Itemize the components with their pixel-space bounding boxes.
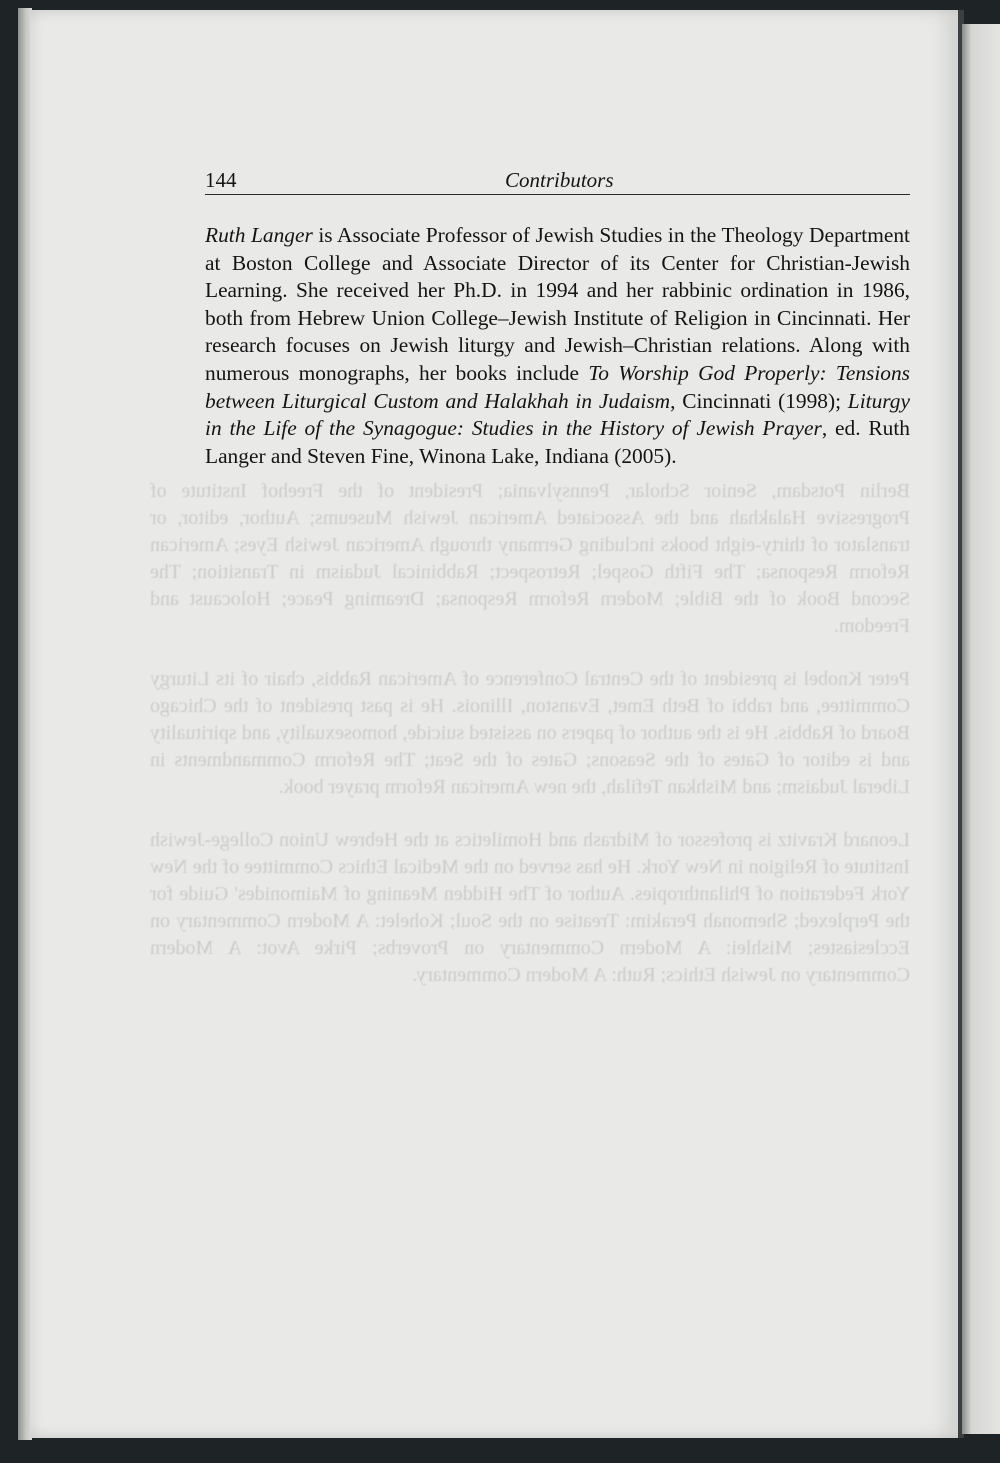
entry-text-2: , Cincinnati (1998); [670,388,848,413]
page-header [205,168,910,195]
contributor-name: Ruth Langer [205,223,313,247]
page-number: 144 [205,168,237,192]
entry-text-3: , ed. Ruth Langer and Steven Fine, Winona Lake, Indiana (2005). [205,416,910,468]
contributor-entry [205,222,910,470]
running-head: Contributors [505,168,614,192]
book-title-1: To Worship God Properly: Tensions between Liturgical Custom and Halakhah in Judaism [205,360,911,413]
entry-text-1: is Associate Professor of Jewish Studies in the Theology Department at Boston College and Associate Director of its Center for Christian-Jewish Learning. She received her Ph.D. in 1994 and her rabbinic ordination in 1986, both from Hebrew Union College–Jewish Institute of Religion in Cincinnati. Her research focuses on Jewish liturgy and Jewish–Christian relations. Along with numerous monographs, her books include [205,223,910,385]
book-title-2: Liturgy in the Life of the Synagogue: Studies in the History of Jewish Prayer [205,388,910,441]
facing-page-edge [962,24,1000,1434]
